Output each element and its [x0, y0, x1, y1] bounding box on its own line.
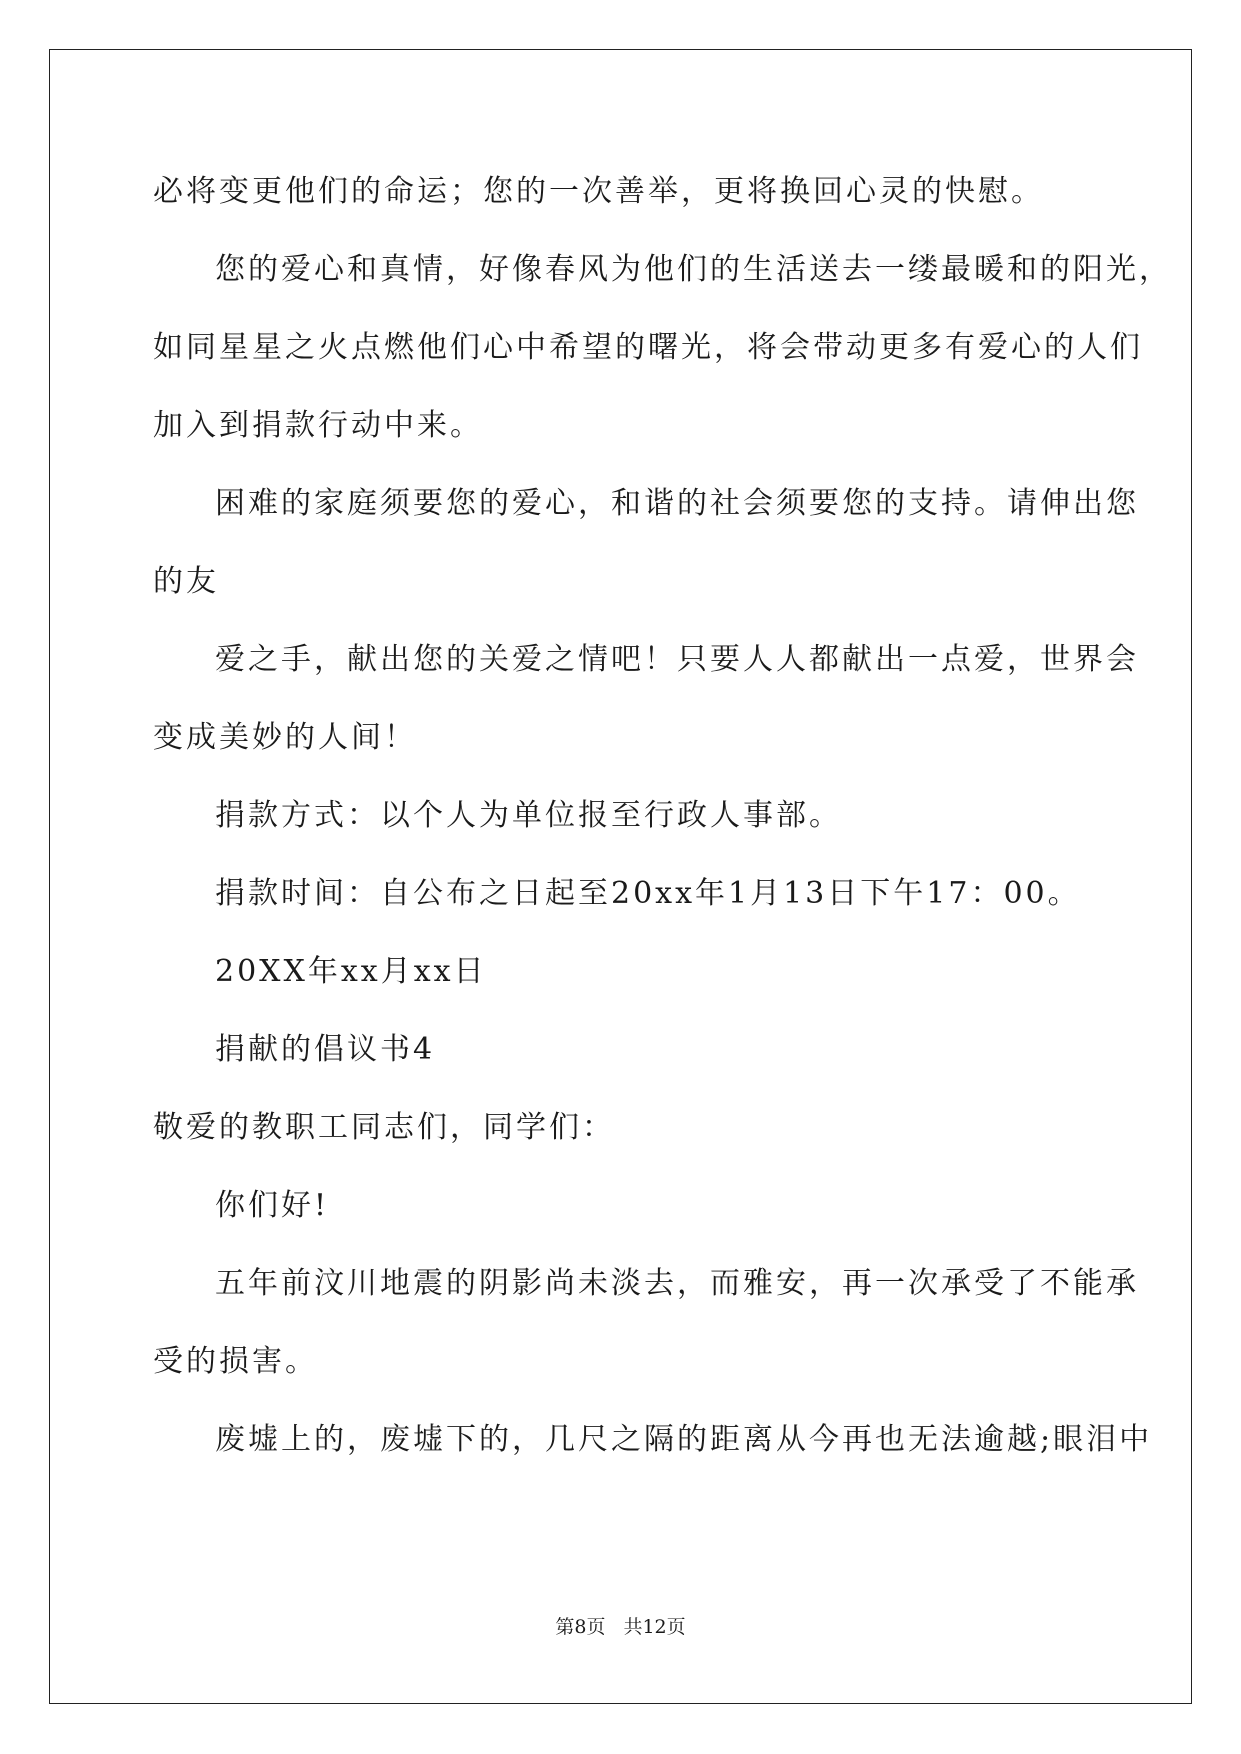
body-line: 废墟上的，废墟下的，几尺之隔的距离从今再也无法逾越;眼泪中	[215, 1422, 1153, 1457]
section-heading: 捐献的倡议书4	[215, 1032, 436, 1067]
body-line: 捐款方式：以个人为单位报至行政人事部。	[215, 798, 842, 833]
body-line: 您的爱心和真情，好像春风为他们的生活送去一缕最暖和的阳光，	[215, 252, 1172, 287]
body-line: 加入到捐款行动中来。	[153, 408, 483, 443]
body-line: 的友	[153, 564, 219, 599]
body-line: 变成美妙的人间！	[153, 720, 417, 755]
body-line: 20XX年xx月xx日	[215, 954, 487, 989]
body-line: 五年前汶川地震的阴影尚未淡去，而雅安，再一次承受了不能承	[215, 1266, 1139, 1301]
body-line: 必将变更他们的命运；您的一次善举，更将换回心灵的快慰。	[153, 174, 1044, 209]
body-line: 困难的家庭须要您的爱心，和谐的社会须要您的支持。请伸出您	[215, 486, 1139, 521]
page-number: 第8页	[555, 1616, 606, 1638]
page-footer	[0, 1614, 1241, 1640]
total-pages: 共12页	[623, 1616, 686, 1638]
body-line: 受的损害。	[153, 1344, 318, 1379]
greeting: 你们好!	[215, 1188, 330, 1223]
salutation: 敬爱的教职工同志们，同学们：	[153, 1110, 615, 1145]
body-line: 捐款时间：自公布之日起至20xx年1月13日下午17：00。	[215, 876, 1081, 911]
body-line: 如同星星之火点燃他们心中希望的曙光，将会带动更多有爱心的人们	[153, 330, 1143, 365]
body-line: 爱之手，献出您的关爱之情吧！只要人人都献出一点爱，世界会	[215, 642, 1139, 677]
